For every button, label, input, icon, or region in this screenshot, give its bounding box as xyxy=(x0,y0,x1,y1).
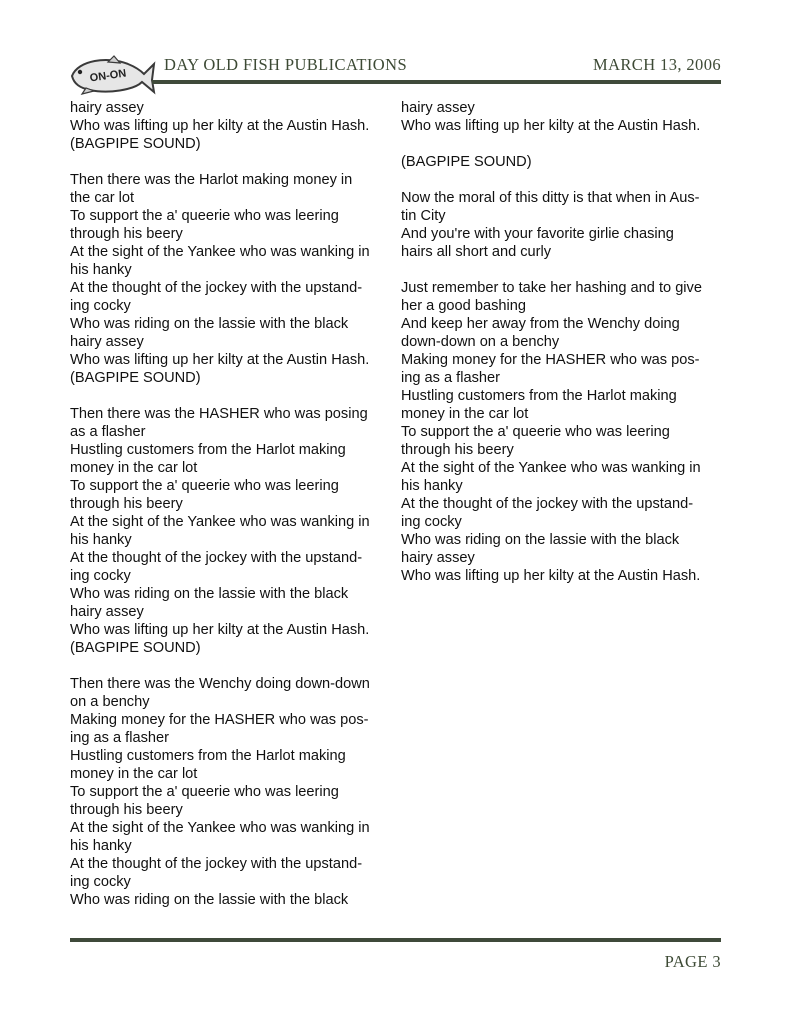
left-column xyxy=(70,99,395,927)
text-line: Just remember to take her hashing and to give xyxy=(401,280,702,296)
text-line: as a flasher xyxy=(70,424,146,440)
text-line: Making money for the HASHER who was pos- xyxy=(70,712,369,728)
text-line: Who was lifting up her kilty at the Austin Hash. xyxy=(401,568,701,584)
text-line: At the sight of the Yankee who was wanking in xyxy=(401,460,701,476)
text-line: on a benchy xyxy=(70,694,150,710)
text-line: his hanky xyxy=(70,262,132,278)
text-line: At the sight of the Yankee who was wanking in xyxy=(70,820,370,836)
page-number: PAGE 3 xyxy=(664,952,721,971)
stanza xyxy=(70,675,395,909)
text-line: And you're with your favorite girlie chasing xyxy=(401,226,674,242)
text-line: At the thought of the jockey with the upstand- xyxy=(70,856,363,872)
text-line: his hanky xyxy=(401,478,463,494)
stanza xyxy=(70,405,395,657)
text-line: ing cocky xyxy=(70,874,131,890)
stanza xyxy=(401,189,726,261)
text-line: Then there was the Harlot making money in xyxy=(70,172,353,188)
text-line: her a good bashing xyxy=(401,298,526,314)
text-line: Now the moral of this ditty is that when in Aus- xyxy=(401,190,700,206)
text-line: ing as a flasher xyxy=(70,730,169,746)
text-line: At the thought of the jockey with the upstand- xyxy=(401,496,694,512)
text-line: (BAGPIPE SOUND) xyxy=(70,640,201,656)
publication-title: DAY OLD FISH PUBLICATIONS xyxy=(164,55,408,74)
text-line: And keep her away from the Wenchy doing xyxy=(401,316,680,332)
text-line: Hustling customers from the Harlot making xyxy=(70,442,346,458)
stanza xyxy=(70,171,395,387)
text-line: hairy assey xyxy=(70,334,144,350)
text-line: his hanky xyxy=(70,838,132,854)
text-line: (BAGPIPE SOUND) xyxy=(401,154,532,170)
text-line: down-down on a benchy xyxy=(401,334,560,350)
text-line: through his beery xyxy=(70,802,183,818)
text-line: At the sight of the Yankee who was wanking in xyxy=(70,514,370,530)
fish-icon xyxy=(68,54,156,96)
text-line: ing cocky xyxy=(70,568,131,584)
text-line: money in the car lot xyxy=(70,766,198,782)
text-line: hairy assey xyxy=(401,100,475,116)
logo-text: ON-ON xyxy=(89,67,127,85)
stanza xyxy=(401,99,726,135)
header-rule xyxy=(152,80,721,84)
text-line: ing cocky xyxy=(401,514,462,530)
text-line: hairs all short and curly xyxy=(401,244,552,260)
text-line: money in the car lot xyxy=(70,460,198,476)
text-line: hairy assey xyxy=(70,100,144,116)
text-line: through his beery xyxy=(70,496,183,512)
stanza xyxy=(401,279,726,585)
text-line: Who was lifting up her kilty at the Austin Hash. xyxy=(70,352,370,368)
text-line: Who was lifting up her kilty at the Austin Hash. xyxy=(401,118,701,134)
text-line: Who was riding on the lassie with the black xyxy=(401,532,680,548)
text-line: hairy assey xyxy=(401,550,475,566)
stanza xyxy=(70,99,395,153)
text-line: Who was lifting up her kilty at the Austin Hash. xyxy=(70,622,370,638)
text-line: (BAGPIPE SOUND) xyxy=(70,136,201,152)
text-line: At the sight of the Yankee who was wanking in xyxy=(70,244,370,260)
text-line: ing as a flasher xyxy=(401,370,500,386)
text-line: Making money for the HASHER who was pos- xyxy=(401,352,700,368)
fish-logo xyxy=(68,54,156,96)
text-line: (BAGPIPE SOUND) xyxy=(70,370,201,386)
text-line: ing cocky xyxy=(70,298,131,314)
text-line: At the thought of the jockey with the upstand- xyxy=(70,550,363,566)
footer-rule xyxy=(70,938,721,942)
text-line: the car lot xyxy=(70,190,135,206)
text-line: To support the a' queerie who was leering xyxy=(70,784,339,800)
text-line: hairy assey xyxy=(70,604,144,620)
text-line: through his beery xyxy=(70,226,183,242)
text-line: Then there was the HASHER who was posing xyxy=(70,406,368,422)
text-line: At the thought of the jockey with the upstand- xyxy=(70,280,363,296)
text-line: Who was lifting up her kilty at the Austin Hash. xyxy=(70,118,370,134)
text-line: To support the a' queerie who was leering xyxy=(70,478,339,494)
text-line: Hustling customers from the Harlot making xyxy=(401,388,677,404)
text-line: Hustling customers from the Harlot making xyxy=(70,748,346,764)
text-line: Then there was the Wenchy doing down-down xyxy=(70,676,370,692)
issue-date: MARCH 13, 2006 xyxy=(593,55,721,74)
text-line: his hanky xyxy=(70,532,132,548)
text-line: To support the a' queerie who was leering xyxy=(70,208,339,224)
text-line: Who was riding on the lassie with the black xyxy=(70,586,349,602)
text-line: tin City xyxy=(401,208,446,224)
text-line: To support the a' queerie who was leering xyxy=(401,424,670,440)
text-line: money in the car lot xyxy=(401,406,529,422)
text-line: Who was riding on the lassie with the black xyxy=(70,892,349,908)
right-column xyxy=(401,99,726,603)
stanza xyxy=(401,153,726,171)
text-line: through his beery xyxy=(401,442,514,458)
text-line: Who was riding on the lassie with the black xyxy=(70,316,349,332)
